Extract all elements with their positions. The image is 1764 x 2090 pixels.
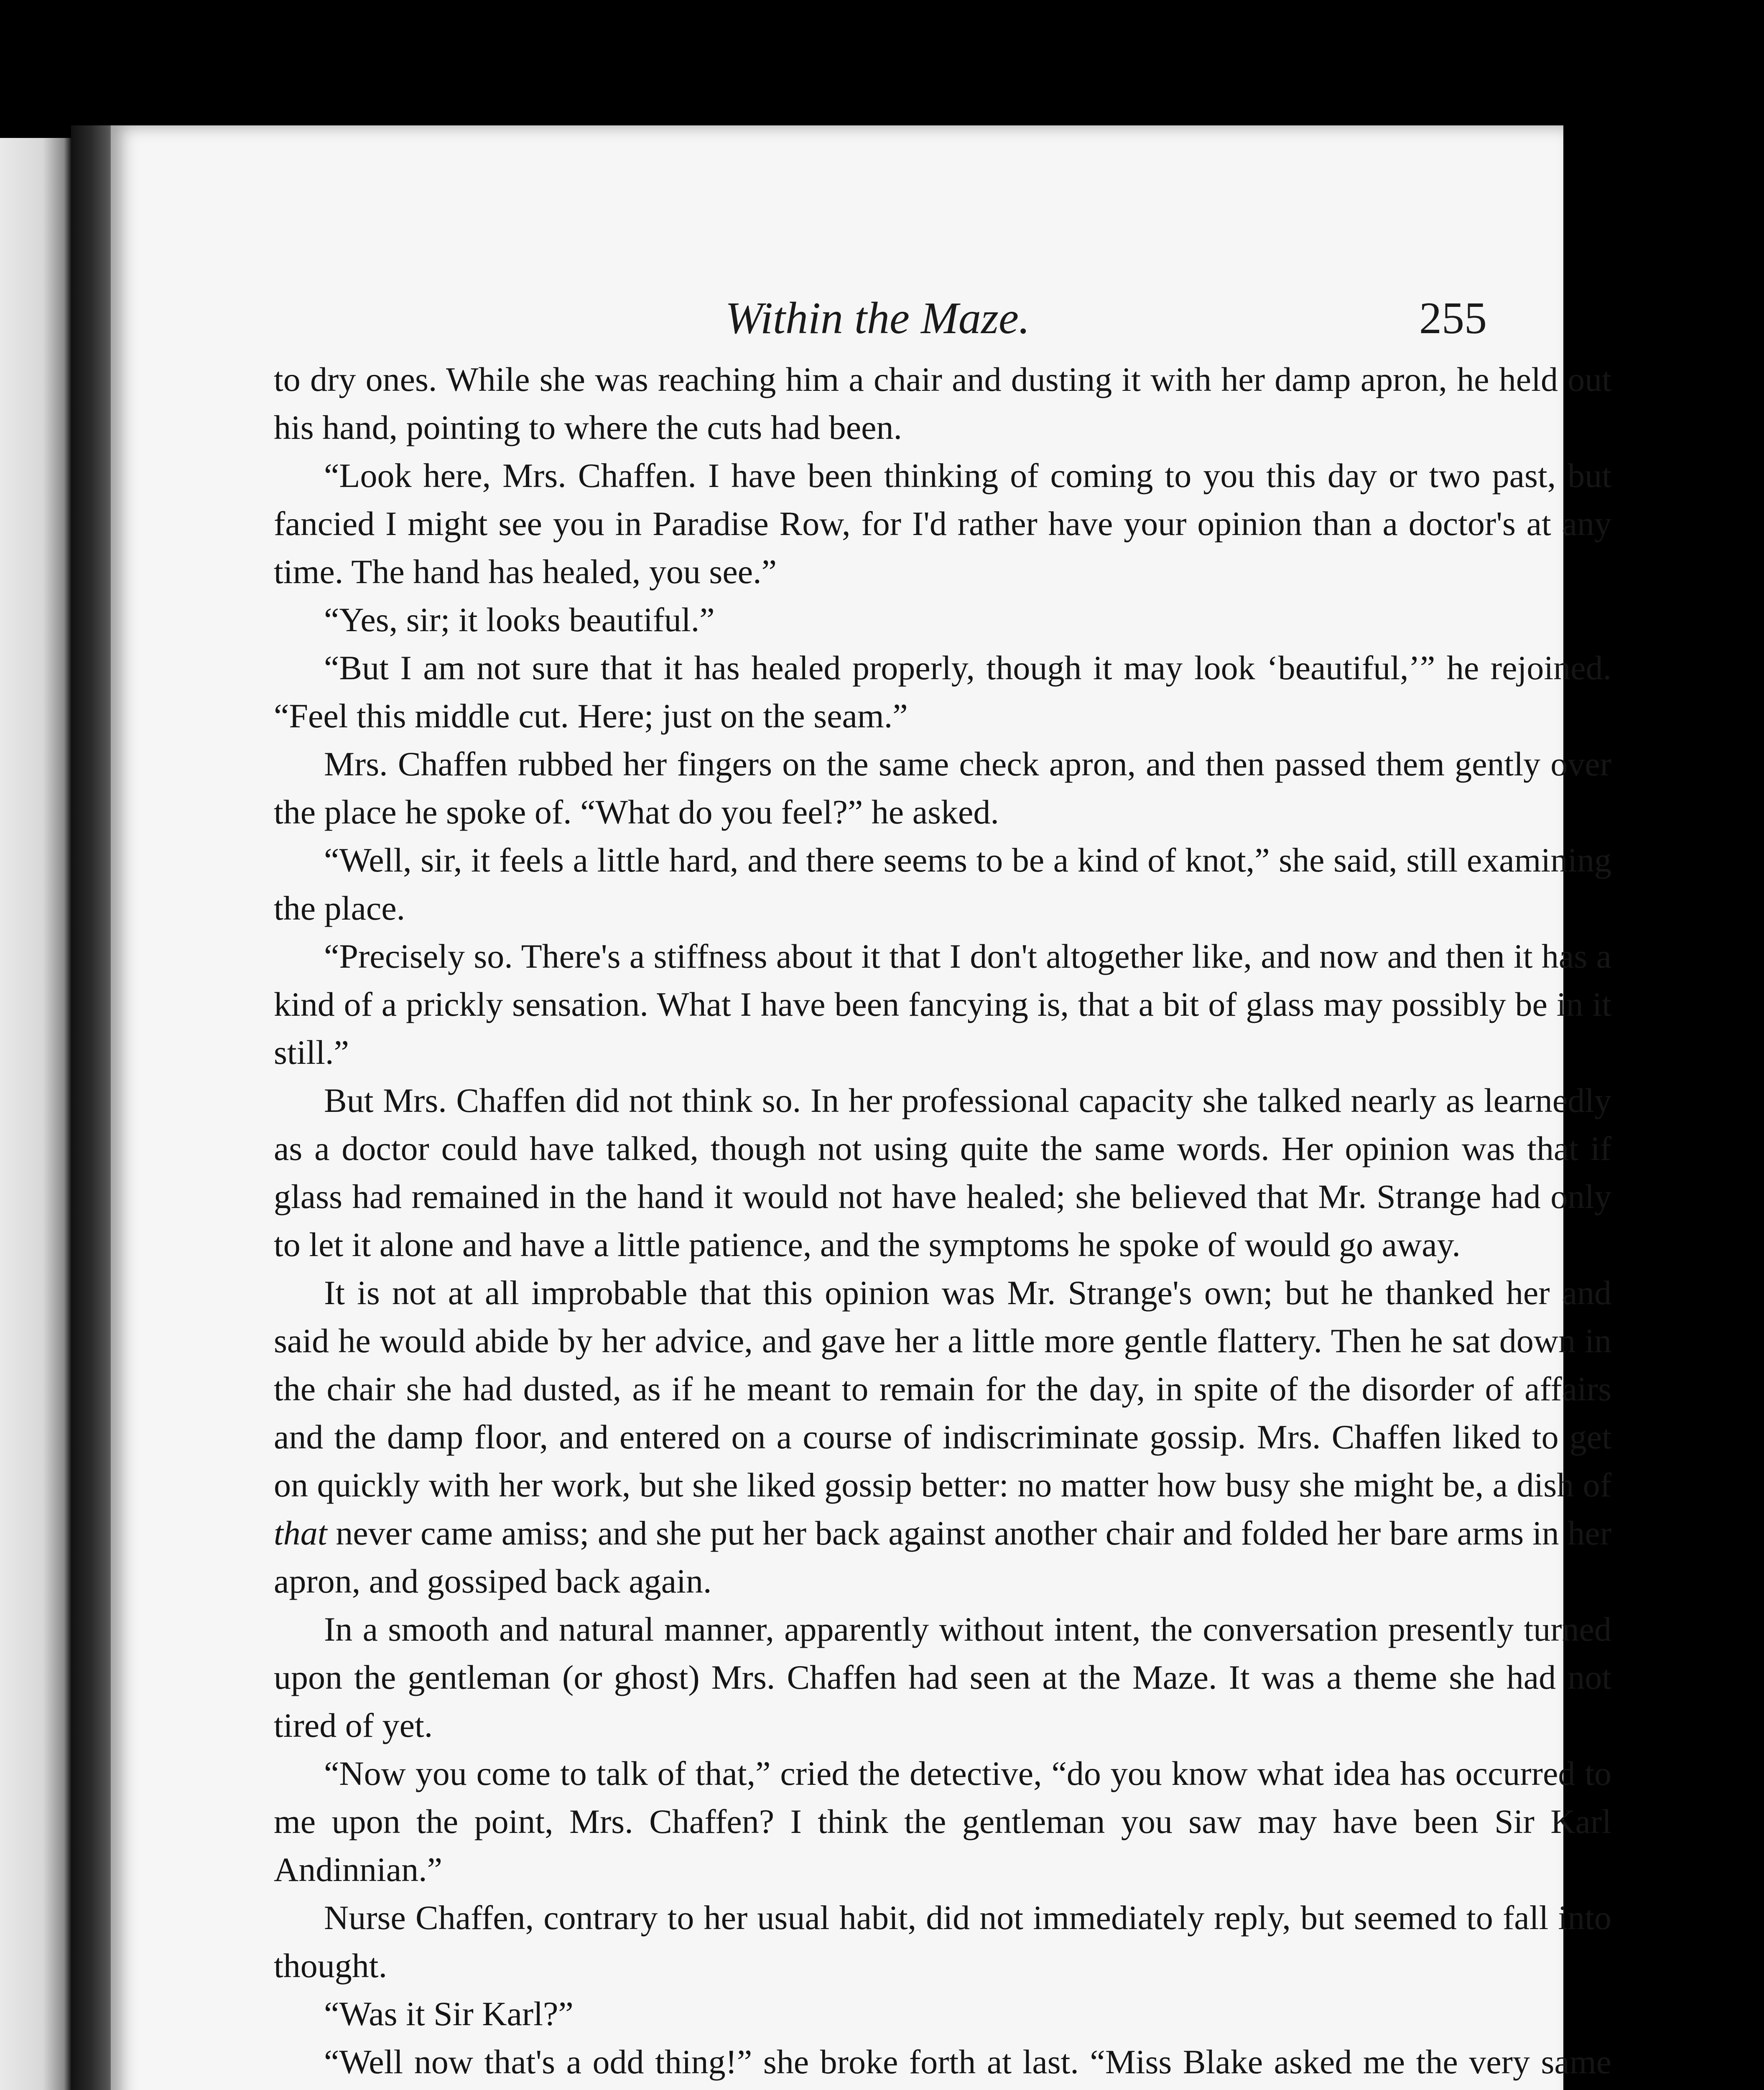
paragraph: Mrs. Chaffen rubbed her fingers on the same check apron, and then passed them gently over the place he spoke of. “What do you feel?” he asked. bbox=[274, 745, 1611, 831]
paragraph: “Precisely so. There's a stiffness about it that I don't altogether like, and now and then it has a kind of a prickly sensation. What I have been fancying is, that a bit of glass may possibly be in it still.” bbox=[274, 937, 1611, 1071]
previous-page-edge bbox=[0, 138, 71, 2090]
paragraph: “Now you come to talk of that,” cried the detective, “do you know what idea has occurred to me upon the point, Mrs. Chaffen? I think the gentleman you saw may have been Sir Karl Andinnian.” bbox=[274, 1754, 1611, 1889]
paragraph: In a smooth and natural manner, apparently without intent, the conversation presently turned upon the gentleman (or ghost) Mrs. Chaffen had seen at the Maze. It was a theme she had not tired of yet. bbox=[274, 1610, 1611, 1744]
paragraph: But Mrs. Chaffen did not think so. In her professional capacity she talked nearly as learnedly as a doctor could have talked, though not using quite the same words. Her opinion was that if glass had remained in the hand it would not have healed; she believed that Mr. Strange had only to let it alone and have a little patience, and the symptoms he spoke of would go away. bbox=[274, 1081, 1611, 1264]
page-number: 255 bbox=[1419, 293, 1487, 343]
paragraph: “But I am not sure that it has healed properly, though it may look ‘beautiful,’” he rejoined. “Feel this middle cut. Here; just on the seam.” bbox=[274, 649, 1611, 735]
paragraph: “Well now that's a odd thing!” she broke forth at last. “Miss Blake asked me the very same bbox=[324, 2043, 1611, 2081]
running-head: Within the Maze. bbox=[725, 293, 1030, 343]
paragraph: “Yes, sir; it looks beautiful.” bbox=[324, 601, 715, 639]
page-header bbox=[111, 293, 1563, 351]
paragraph: “Was it Sir Karl?” bbox=[324, 1995, 574, 2033]
book-page bbox=[111, 125, 1611, 2090]
paragraph: Nurse Chaffen, contrary to her usual habit, did not immediately reply, but seemed to fall into thought. bbox=[274, 1899, 1611, 1985]
paragraph-part: never came amiss; and she put her back against another chair and folded her bare arms in her apron, and gossiped back again. bbox=[274, 1514, 1611, 1600]
paragraph-part: It is not at all improbable that this opinion was Mr. Strange's own; but he thanked her and said he would abide by her advice, and gave her a little more gentle flattery. Then he sat down in the chair she had dusted, as if he meant to remain for the day, in spite of the disorder of affairs and the damp floor, and entered on a course of indiscriminate gossip. Mrs. Chaffen liked to get on quickly with her work, but she liked gossip better: no matter how busy she might be, a dish of bbox=[274, 1274, 1611, 1504]
body-text bbox=[274, 355, 1611, 2090]
paragraph: “Look here, Mrs. Chaffen. I have been thinking of coming to you this day or two past, but fancied I might see you in Paradise Row, for I'd rather have your opinion than a doctor's at any time. The hand has healed, you see.” bbox=[274, 456, 1611, 591]
paragraph: to dry ones. While she was reaching him a chair and dusting it with her damp apron, he held out his hand, pointing to where the cuts had been. bbox=[274, 360, 1611, 446]
italic-word: that bbox=[274, 1514, 327, 1552]
paragraph bbox=[274, 1269, 1611, 1605]
paragraph: “Well, sir, it feels a little hard, and there seems to be a kind of knot,” she said, still examining the place. bbox=[274, 841, 1611, 927]
